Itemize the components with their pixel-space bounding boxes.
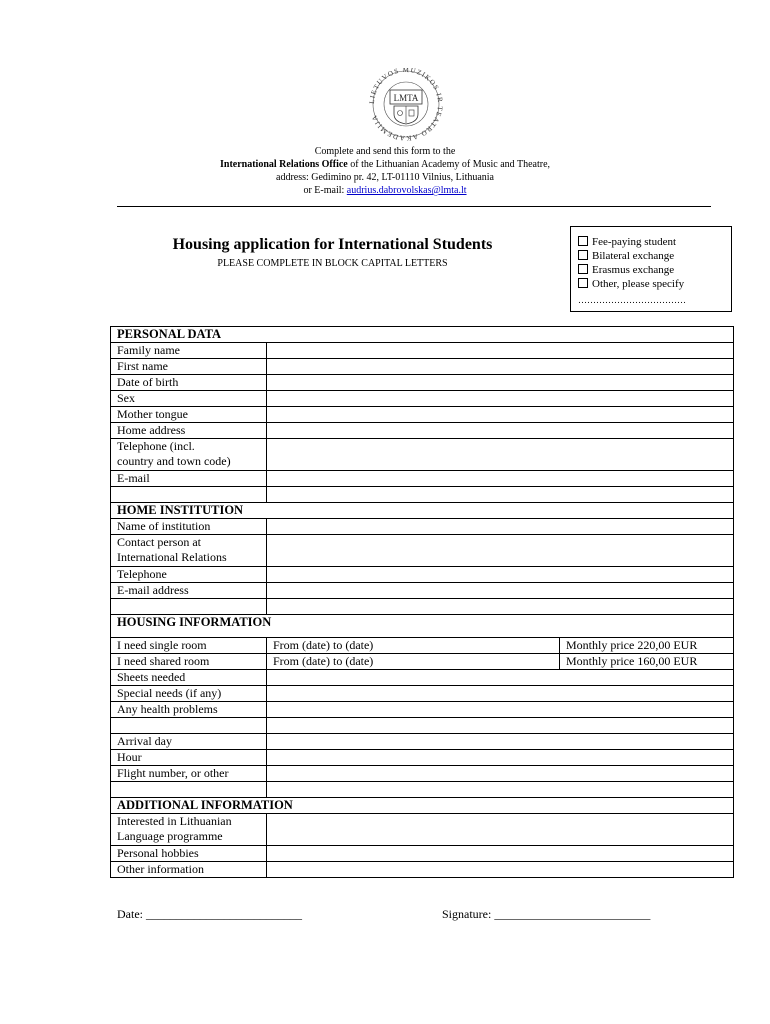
label-shared-room: I need shared room: [111, 654, 267, 670]
field-hobbies[interactable]: [267, 846, 734, 862]
lmta-logo: [364, 68, 448, 144]
field-blank[interactable]: [267, 718, 734, 734]
field-sheets[interactable]: [267, 670, 734, 686]
blank-row: [111, 782, 267, 798]
label-sheets: Sheets needed: [111, 670, 267, 686]
field-family-name[interactable]: [267, 343, 734, 359]
label-institution: Name of institution: [111, 519, 267, 535]
status-option-other[interactable]: Other, please specify: [578, 277, 731, 291]
checkbox-icon[interactable]: [578, 278, 588, 288]
application-form-table: [110, 326, 734, 878]
section-additional-information: ADDITIONAL INFORMATION: [111, 798, 734, 814]
header-line-3: address: Gedimino pr. 42, LT-01110 Vilnius, Lithuania: [276, 172, 494, 183]
label-special-needs: Special needs (if any): [111, 686, 267, 702]
label-single-room: I need single room: [111, 638, 267, 654]
field-institution[interactable]: [267, 519, 734, 535]
signature-field[interactable]: Signature: __________________________: [442, 907, 651, 921]
field-other-information[interactable]: [267, 862, 734, 878]
field-institution-email[interactable]: [267, 583, 734, 599]
label-health: Any health problems: [111, 702, 267, 718]
status-option-erasmus[interactable]: Erasmus exchange: [578, 263, 731, 277]
section-home-institution: HOME INSTITUTION: [111, 503, 734, 519]
label-sex: Sex: [111, 391, 267, 407]
blank-row: [111, 487, 267, 503]
checkbox-icon[interactable]: [578, 250, 588, 260]
label-date-of-birth: Date of birth: [111, 375, 267, 391]
student-status-box: [570, 226, 732, 312]
section-housing-information: HOUSING INFORMATION: [111, 615, 734, 638]
label-institution-telephone: Telephone: [111, 567, 267, 583]
field-single-room-dates[interactable]: From (date) to (date): [267, 638, 560, 654]
field-telephone[interactable]: [267, 439, 734, 471]
field-blank[interactable]: [267, 782, 734, 798]
label-home-address: Home address: [111, 423, 267, 439]
email-link[interactable]: audrius.dabrovolskas@lmta.lt: [346, 185, 467, 196]
shared-room-price: Monthly price 160,00 EUR: [560, 654, 734, 670]
label-telephone: Telephone (incl. country and town code): [111, 439, 267, 471]
page-title: Housing application for International Students: [172, 236, 493, 253]
status-option-fee-paying[interactable]: Fee-paying student: [578, 235, 731, 249]
label-arrival-day: Arrival day: [111, 734, 267, 750]
header-divider: [117, 206, 711, 207]
svg-text:LMTA: LMTA: [393, 93, 419, 103]
field-sex[interactable]: [267, 391, 734, 407]
office-name: International Relations Office: [219, 159, 348, 170]
label-other-information: Other information: [111, 862, 267, 878]
label-language-programme: Interested in Lithuanian Language programme: [111, 814, 267, 846]
field-flight[interactable]: [267, 766, 734, 782]
label-family-name: Family name: [111, 343, 267, 359]
label-first-name: First name: [111, 359, 267, 375]
blank-row: [111, 718, 267, 734]
field-home-address[interactable]: [267, 423, 734, 439]
page-subtitle: PLEASE COMPLETE IN BLOCK CAPITAL LETTERS: [217, 258, 448, 269]
label-flight: Flight number, or other: [111, 766, 267, 782]
field-date-of-birth[interactable]: [267, 375, 734, 391]
svg-text:LIETUVOS MUZIKOS IR TEATRO AKA: LIETUVOS MUZIKOS IR TEATRO AKADEMIJA: [367, 68, 445, 143]
field-mother-tongue[interactable]: [267, 407, 734, 423]
status-option-bilateral[interactable]: Bilateral exchange: [578, 249, 731, 263]
field-blank[interactable]: [267, 487, 734, 503]
field-institution-telephone[interactable]: [267, 567, 734, 583]
specify-field[interactable]: ………………………………: [578, 295, 686, 305]
header-line-4: or E-mail: audrius.dabrovolskas@lmta.lt: [303, 185, 467, 196]
header-line-2: International Relations Office of the Lithuanian Academy of Music and Theatre,: [219, 159, 551, 170]
header-line-1: Complete and send this form to the: [314, 146, 456, 157]
label-email: E-mail: [111, 471, 267, 487]
field-contact-person[interactable]: [267, 535, 734, 567]
single-room-price: Monthly price 220,00 EUR: [560, 638, 734, 654]
field-blank[interactable]: [267, 599, 734, 615]
checkbox-icon[interactable]: [578, 236, 588, 246]
label-mother-tongue: Mother tongue: [111, 407, 267, 423]
field-arrival-day[interactable]: [267, 734, 734, 750]
checkbox-icon[interactable]: [578, 264, 588, 274]
date-field[interactable]: Date: __________________________: [117, 907, 302, 921]
label-contact-person: Contact person at International Relations: [111, 535, 267, 567]
field-language-programme[interactable]: [267, 814, 734, 846]
section-personal-data: PERSONAL DATA: [111, 327, 734, 343]
field-special-needs[interactable]: [267, 686, 734, 702]
blank-row: [111, 599, 267, 615]
label-institution-email: E-mail address: [111, 583, 267, 599]
field-hour[interactable]: [267, 750, 734, 766]
field-shared-room-dates[interactable]: From (date) to (date): [267, 654, 560, 670]
label-hobbies: Personal hobbies: [111, 846, 267, 862]
label-hour: Hour: [111, 750, 267, 766]
header-instructions: [0, 145, 770, 197]
field-email[interactable]: [267, 471, 734, 487]
field-health[interactable]: [267, 702, 734, 718]
field-first-name[interactable]: [267, 359, 734, 375]
